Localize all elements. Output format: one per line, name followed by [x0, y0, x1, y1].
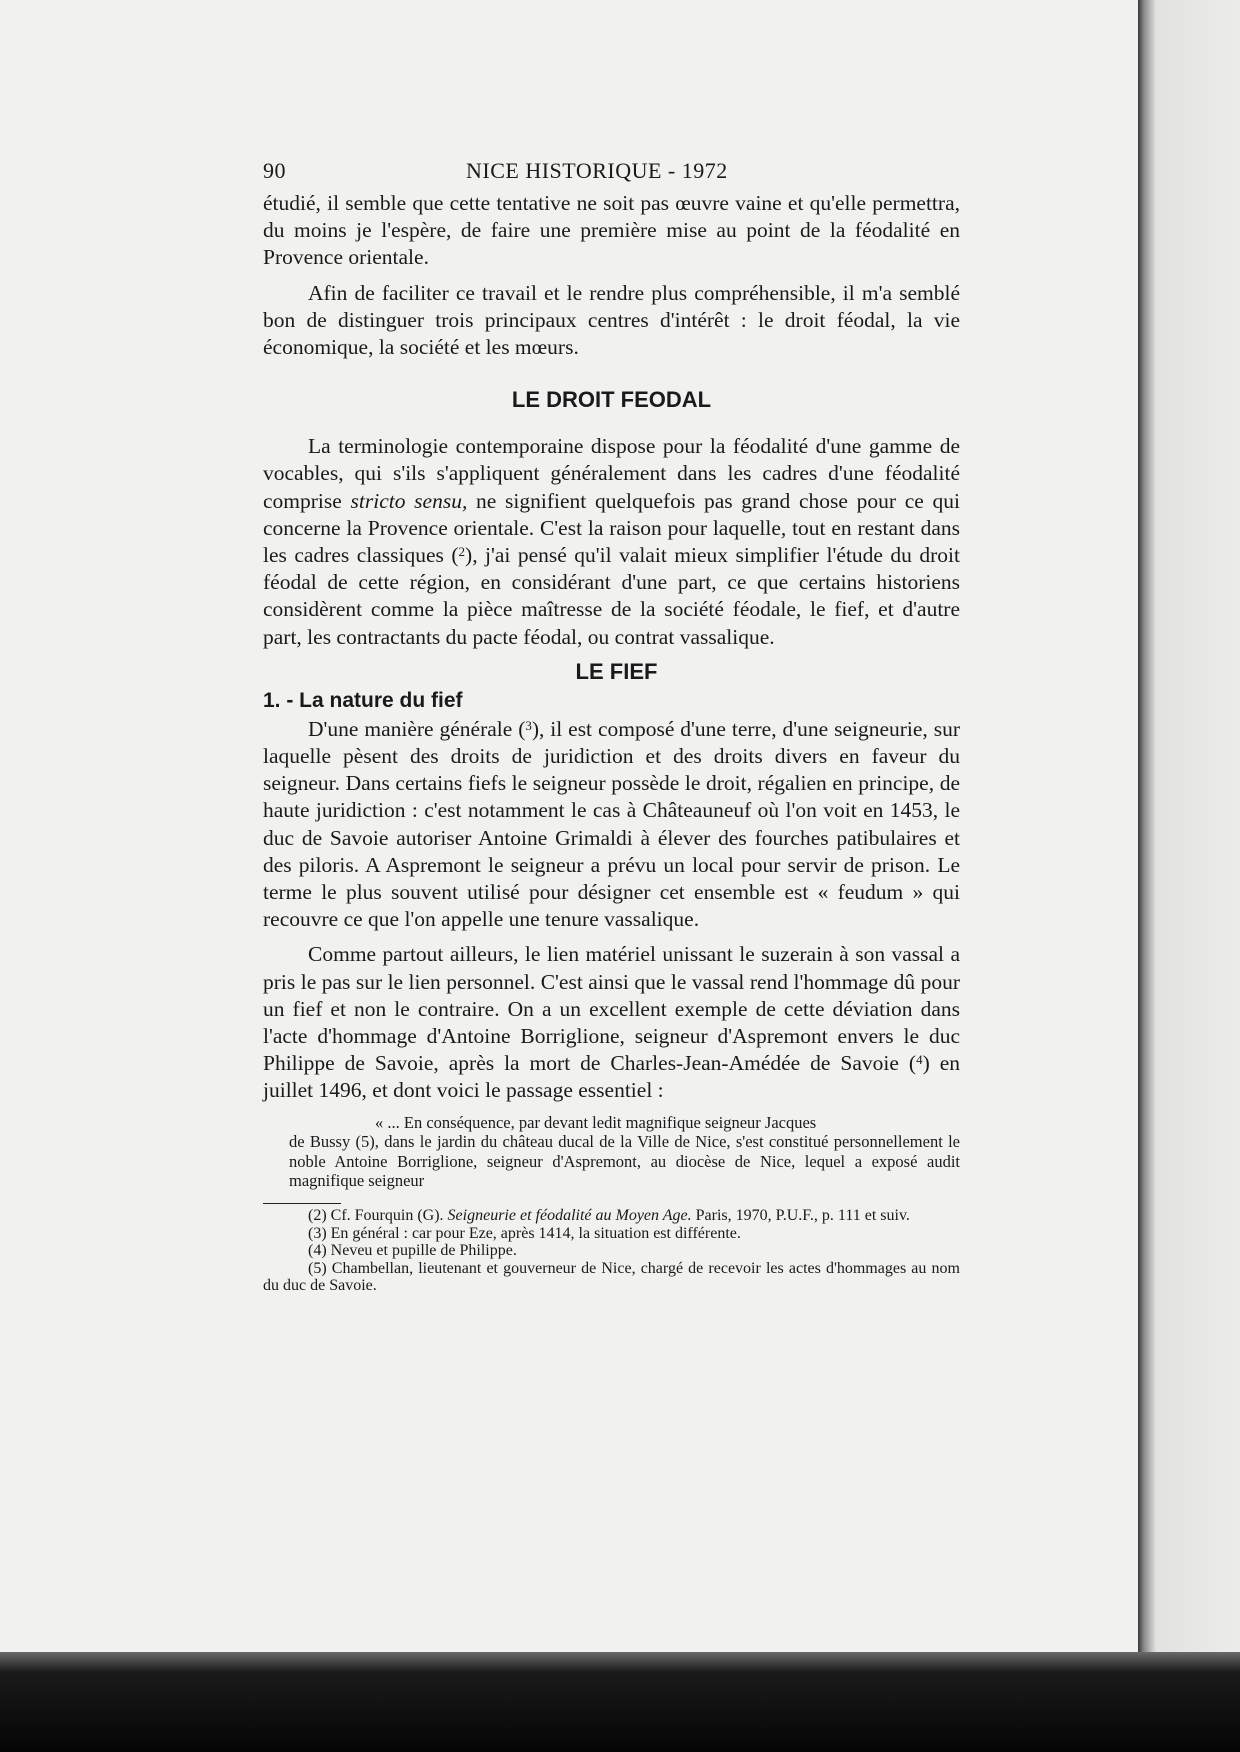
italic-title: Seigneurie et féodalité au Moyen Age.: [447, 1207, 692, 1225]
footnote-ref: 2: [458, 544, 466, 560]
scan-bottom-border: [0, 1652, 1240, 1752]
paragraph-intro-continued: étudié, il semble que cette tentative ne soit pas œuvre vaine et qu'elle permettra, du moins je l'espère, de faire une première mise au point de la féodalité en Provence orientale.: [263, 191, 960, 270]
page-content: [263, 150, 960, 1295]
quote-first-line: « ... En conséquence, par devant ledit magnifique seigneur Jacques: [375, 1112, 817, 1132]
text-run: D'une manière générale (: [308, 716, 526, 741]
italic-phrase: stricto sensu,: [350, 488, 468, 513]
page-number: 90: [263, 158, 286, 183]
text-run: Comme partout ailleurs, le lien matériel unissant le suzerain à son vassal a pris le pas sur le lien personnel. C'est ainsi que le vassal rend l'hommage dû pour un fief et non le contraire. On a un excellent exemple de cette déviation dans l'acte d'hommage d'Antoine Borriglione, seigneur d'Aspremont envers le duc Philippe de Savoie, après la mort de Charles-Jean-Amédée de Savoie (: [263, 942, 960, 1076]
footnote-3: (3) En général : car pour Eze, après 1414, la situation est différente.: [308, 1224, 741, 1242]
text-run: ) en juillet 1496, et dont voici le passage essentiel :: [263, 1051, 960, 1103]
footnote-5: (5) Chambellan, lieutenant et gouverneur de Nice, chargé de recevoir les actes d'hommages au nom du duc de Savoie.: [263, 1259, 960, 1295]
footnote-ref: 3: [525, 717, 532, 733]
section-heading-droit-feodal: LE DROIT FEODAL: [511, 387, 712, 413]
footnote-ref: 4: [916, 1052, 923, 1068]
page-edge-shadow: [1138, 0, 1240, 1652]
text-run: ), il est composé d'une terre, d'une seigneurie, sur laquelle pèsent des droits de juridiction et des droits divers en faveur du seigneur. Dans certains fiefs le seigneur possède le droit, régalien en principe, de haute juridiction : c'est notamment le cas à Châteauneuf où l'on voit en 1453, le duc de Savoie autoriser Antoine Grimaldi à élever des fourches patibulaires et des piloris. A Aspremont le seigneur a prévu un local pour servir de prison. Le terme le plus souvent utilisé pour désigner cet ensemble est « feudum » qui recouvre ce que l'on appelle une tenure vassalique.: [263, 716, 960, 932]
text-run: ne signifient quelquefois pas grand chose pour ce qui concerne la Provence orientale. C'est la raison pour laquelle, tout en restant dans les cadres classiques (: [263, 488, 960, 568]
section-heading-le-fief: LE FIEF: [575, 658, 658, 684]
running-header: [263, 150, 960, 190]
subsection-heading-nature-du-fief: 1. - La nature du fief: [263, 688, 463, 712]
text-run: (2) Cf. Fourquin (G).: [308, 1207, 448, 1225]
paragraph-terminologie: [263, 433, 960, 651]
text-run: Paris, 1970, P.U.F., p. 111 et suiv.: [691, 1207, 910, 1225]
footnote-separator: [263, 1203, 341, 1204]
journal-title: NICE HISTORIQUE - 1972: [466, 158, 728, 183]
footnote-2: [263, 1207, 960, 1225]
footnote-4: (4) Neveu et pupille de Philippe.: [308, 1242, 517, 1260]
text-run: La terminologie contemporaine dispose pour la féodalité d'une gamme de vocables, qui s'ils s'appliquent généralement dans les cadres d'une féodalité comprise: [263, 434, 960, 513]
text-run: ), j'ai pensé qu'il valait mieux simplifier l'étude du droit féodal de cette région, en considérant d'une part, ce que certains historiens considèrent comme la pièce maîtresse de la société féodale, le fief, et d'autre part, les contractants du pacte féodal, ou contrat vassalique.: [263, 543, 961, 649]
block-quote-hommage: [263, 1113, 960, 1191]
footnotes: [263, 1207, 960, 1295]
paragraph-nature-fief: [263, 716, 960, 934]
paragraph-lien-materiel: [263, 941, 960, 1104]
quote-body: de Bussy (5), dans le jardin du château ducal de la Ville de Nice, s'est constitué personnellement le noble Antoine Borriglione, seigneur d'Aspremont, au diocèse de Nice, lequel a exposé audit magnifique seigneur: [289, 1132, 960, 1191]
paragraph-plan: Afin de faciliter ce travail et le rendre plus compréhensible, il m'a semblé bon de distinguer trois principaux centres d'intérêt : le droit féodal, la vie économique, la société et les mœurs.: [263, 280, 960, 360]
